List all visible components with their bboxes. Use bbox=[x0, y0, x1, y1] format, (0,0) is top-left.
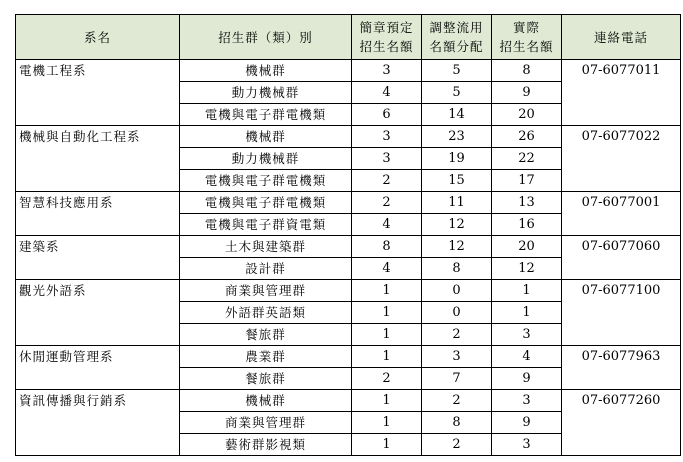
group-cell: 電機與電子群電機類 bbox=[180, 170, 352, 192]
group-cell: 電機與電子群電機類 bbox=[180, 192, 352, 214]
actual-quota-cell: 12 bbox=[492, 258, 562, 280]
actual-quota-cell: 9 bbox=[492, 368, 562, 390]
table-body bbox=[16, 60, 681, 456]
header-planned-line1: 簡章預定 bbox=[359, 20, 414, 35]
group-cell: 農業群 bbox=[180, 346, 352, 368]
group-cell: 設計群 bbox=[180, 258, 352, 280]
group-cell: 商業與管理群 bbox=[180, 412, 352, 434]
planned-quota-cell: 3 bbox=[352, 60, 422, 82]
actual-quota-cell: 8 bbox=[492, 60, 562, 82]
group-cell: 動力機械群 bbox=[180, 82, 352, 104]
dept-name-cell: 電機工程系 bbox=[16, 60, 180, 126]
header-adjusted-line1: 調整流用 bbox=[429, 20, 484, 35]
table-row bbox=[16, 280, 681, 302]
planned-quota-cell: 2 bbox=[352, 192, 422, 214]
adjusted-quota-cell: 12 bbox=[422, 214, 492, 236]
table-row bbox=[16, 60, 681, 82]
table-row bbox=[16, 236, 681, 258]
phone-cell: 07-6077001 bbox=[562, 192, 681, 236]
planned-quota-cell: 1 bbox=[352, 390, 422, 412]
actual-quota-cell: 3 bbox=[492, 434, 562, 456]
header-adjusted-line2: 名額分配 bbox=[429, 39, 484, 54]
dept-name-cell: 建築系 bbox=[16, 236, 180, 280]
adjusted-quota-cell: 5 bbox=[422, 60, 492, 82]
table-row bbox=[16, 390, 681, 412]
adjusted-quota-cell: 23 bbox=[422, 126, 492, 148]
dept-name-cell: 休閒運動管理系 bbox=[16, 346, 180, 390]
actual-quota-cell: 3 bbox=[492, 324, 562, 346]
planned-quota-cell: 1 bbox=[352, 412, 422, 434]
group-cell: 土木與建築群 bbox=[180, 236, 352, 258]
table-row bbox=[16, 346, 681, 368]
adjusted-quota-cell: 8 bbox=[422, 412, 492, 434]
adjusted-quota-cell: 11 bbox=[422, 192, 492, 214]
planned-quota-cell: 4 bbox=[352, 214, 422, 236]
adjusted-quota-cell: 19 bbox=[422, 148, 492, 170]
group-cell: 餐旅群 bbox=[180, 368, 352, 390]
adjusted-quota-cell: 5 bbox=[422, 82, 492, 104]
actual-quota-cell: 13 bbox=[492, 192, 562, 214]
adjusted-quota-cell: 12 bbox=[422, 236, 492, 258]
planned-quota-cell: 3 bbox=[352, 148, 422, 170]
group-cell: 機械群 bbox=[180, 390, 352, 412]
planned-quota-cell: 1 bbox=[352, 434, 422, 456]
actual-quota-cell: 1 bbox=[492, 302, 562, 324]
group-cell: 機械群 bbox=[180, 60, 352, 82]
planned-quota-cell: 4 bbox=[352, 258, 422, 280]
group-cell: 餐旅群 bbox=[180, 324, 352, 346]
actual-quota-cell: 22 bbox=[492, 148, 562, 170]
phone-cell: 07-6077060 bbox=[562, 236, 681, 280]
header-phone: 連絡電話 bbox=[562, 15, 681, 60]
header-planned-line2: 招生名額 bbox=[359, 39, 414, 54]
adjusted-quota-cell: 2 bbox=[422, 390, 492, 412]
phone-cell: 07-6077011 bbox=[562, 60, 681, 126]
header-row bbox=[16, 15, 681, 60]
adjusted-quota-cell: 15 bbox=[422, 170, 492, 192]
group-cell: 外語群英語類 bbox=[180, 302, 352, 324]
adjusted-quota-cell: 3 bbox=[422, 346, 492, 368]
header-dept: 系名 bbox=[16, 15, 180, 60]
group-cell: 商業與管理群 bbox=[180, 280, 352, 302]
adjusted-quota-cell: 0 bbox=[422, 302, 492, 324]
actual-quota-cell: 16 bbox=[492, 214, 562, 236]
header-group: 招生群（類）別 bbox=[180, 15, 352, 60]
header-planned bbox=[352, 15, 422, 60]
dept-name-cell: 資訊傳播與行銷系 bbox=[16, 390, 180, 456]
actual-quota-cell: 4 bbox=[492, 346, 562, 368]
planned-quota-cell: 6 bbox=[352, 104, 422, 126]
planned-quota-cell: 4 bbox=[352, 82, 422, 104]
actual-quota-cell: 3 bbox=[492, 390, 562, 412]
phone-cell: 07-6077260 bbox=[562, 390, 681, 456]
phone-cell: 07-6077100 bbox=[562, 280, 681, 346]
planned-quota-cell: 2 bbox=[352, 368, 422, 390]
phone-cell: 07-6077963 bbox=[562, 346, 681, 390]
dept-name-cell: 智慧科技應用系 bbox=[16, 192, 180, 236]
planned-quota-cell: 8 bbox=[352, 236, 422, 258]
admission-table-container bbox=[15, 14, 681, 456]
table-row bbox=[16, 126, 681, 148]
actual-quota-cell: 26 bbox=[492, 126, 562, 148]
phone-cell: 07-6077022 bbox=[562, 126, 681, 192]
group-cell: 藝術群影視類 bbox=[180, 434, 352, 456]
adjusted-quota-cell: 14 bbox=[422, 104, 492, 126]
header-actual bbox=[492, 15, 562, 60]
planned-quota-cell: 3 bbox=[352, 126, 422, 148]
dept-name-cell: 機械與自動化工程系 bbox=[16, 126, 180, 192]
actual-quota-cell: 17 bbox=[492, 170, 562, 192]
adjusted-quota-cell: 2 bbox=[422, 324, 492, 346]
planned-quota-cell: 1 bbox=[352, 302, 422, 324]
group-cell: 電機與電子群電機類 bbox=[180, 104, 352, 126]
table-row bbox=[16, 192, 681, 214]
adjusted-quota-cell: 7 bbox=[422, 368, 492, 390]
actual-quota-cell: 20 bbox=[492, 104, 562, 126]
actual-quota-cell: 9 bbox=[492, 412, 562, 434]
admission-quota-table bbox=[15, 14, 681, 456]
planned-quota-cell: 2 bbox=[352, 170, 422, 192]
adjusted-quota-cell: 8 bbox=[422, 258, 492, 280]
adjusted-quota-cell: 2 bbox=[422, 434, 492, 456]
actual-quota-cell: 9 bbox=[492, 82, 562, 104]
group-cell: 機械群 bbox=[180, 126, 352, 148]
group-cell: 電機與電子群資電類 bbox=[180, 214, 352, 236]
planned-quota-cell: 1 bbox=[352, 346, 422, 368]
actual-quota-cell: 20 bbox=[492, 236, 562, 258]
dept-name-cell: 觀光外語系 bbox=[16, 280, 180, 346]
header-actual-line1: 實際 bbox=[512, 20, 540, 35]
group-cell: 動力機械群 bbox=[180, 148, 352, 170]
planned-quota-cell: 1 bbox=[352, 280, 422, 302]
header-actual-line2: 招生名額 bbox=[499, 39, 554, 54]
actual-quota-cell: 1 bbox=[492, 280, 562, 302]
header-adjusted bbox=[422, 15, 492, 60]
adjusted-quota-cell: 0 bbox=[422, 280, 492, 302]
planned-quota-cell: 1 bbox=[352, 324, 422, 346]
